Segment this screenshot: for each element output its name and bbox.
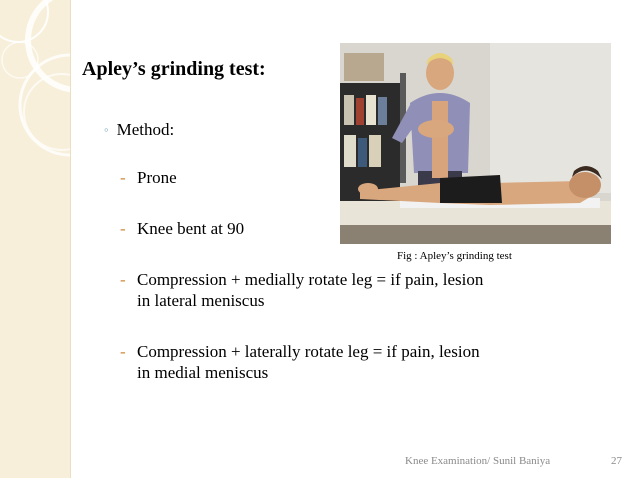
- method-heading: [104, 120, 174, 140]
- dash-bullet-icon: -: [120, 342, 126, 361]
- list-item-knee-bent: [120, 218, 244, 239]
- circle-bullet-icon: ◦: [104, 122, 109, 137]
- list-item-text: Knee bent at 90: [137, 219, 245, 238]
- dash-bullet-icon: -: [120, 219, 126, 238]
- list-item-text: Compression + medially rotate leg = if pain, lesion in lateral meniscus: [137, 270, 484, 310]
- footer-text: Knee Examination/ Sunil Baniya: [405, 455, 551, 467]
- apley-test-photo-illustration: [340, 43, 611, 244]
- dash-bullet-icon: -: [120, 168, 126, 187]
- decorative-sidebar: [0, 0, 71, 478]
- list-item-text: Prone: [137, 168, 177, 187]
- figure-photo: [340, 43, 611, 244]
- method-label: Method:: [116, 120, 175, 139]
- list-item-medial-rotation: [120, 269, 483, 311]
- list-item-prone: [120, 167, 177, 188]
- page-number: 27: [611, 455, 622, 467]
- list-item-text: Compression + laterally rotate leg = if pain, lesion in medial meniscus: [137, 342, 480, 382]
- decorative-rings: [0, 0, 70, 478]
- slide-title: Apley’s grinding test:: [82, 58, 266, 80]
- dash-bullet-icon: -: [120, 270, 126, 289]
- list-item-lateral-rotation: [120, 341, 480, 383]
- figure-caption: Fig : Apley’s grinding test: [397, 250, 512, 262]
